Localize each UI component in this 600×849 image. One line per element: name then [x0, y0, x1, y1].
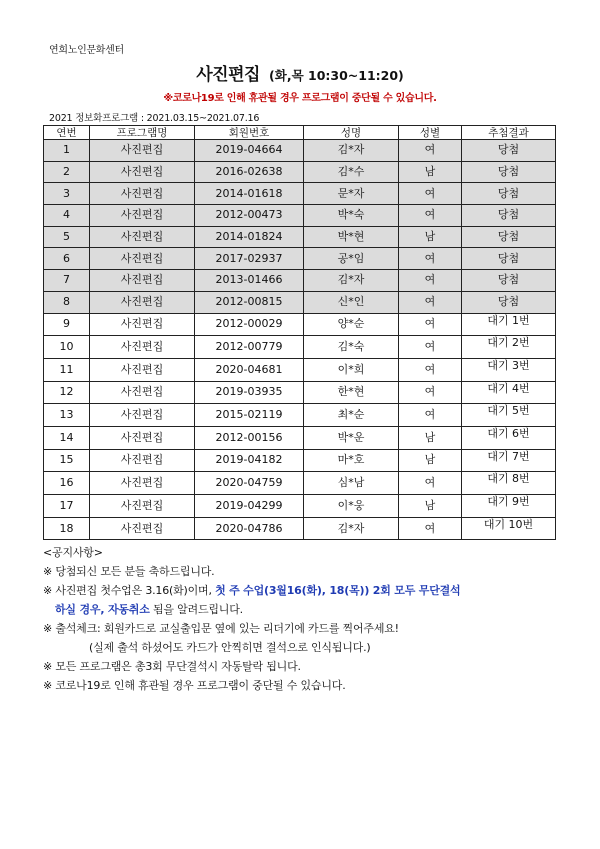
notice-item: ※ 출석체크: 회원카드로 교실출입문 옆에 있는 리더기에 카드를 찍어주세요! [43, 622, 399, 635]
notice-text: ※ 사진편집 첫수업은 3.16(화)이며, [43, 584, 216, 597]
program-name: 사진편집 [90, 472, 195, 495]
row-number: 14 [44, 426, 90, 449]
lottery-result: 당첨 [462, 248, 556, 270]
gender: 여 [399, 205, 462, 227]
notice-heading: <공지사항> [43, 546, 103, 559]
notice-section [43, 543, 563, 695]
lottery-result: 대기 3번 [462, 358, 556, 381]
gender: 여 [399, 270, 462, 292]
notice-text: 됨을 알려드립니다. [149, 603, 243, 616]
member-name: 공*임 [304, 248, 399, 270]
member-id: 2016-02638 [195, 161, 304, 183]
table-row [44, 517, 556, 540]
lottery-result: 대기 1번 [462, 313, 556, 336]
notice-item: ※ 코로나19로 인해 휴관될 경우 프로그램이 중단될 수 있습니다. [43, 679, 346, 692]
table-row [44, 161, 556, 183]
table-header-row [44, 126, 556, 140]
row-number: 10 [44, 336, 90, 359]
notice-highlight: 첫 주 수업(3월16(화), 18(목)) 2회 모두 무단결석 [215, 584, 461, 597]
member-id: 2017-02937 [195, 248, 304, 270]
gender: 여 [399, 183, 462, 205]
row-number: 15 [44, 449, 90, 472]
program-name: 사진편집 [90, 358, 195, 381]
row-number: 12 [44, 381, 90, 404]
member-id: 2019-04299 [195, 495, 304, 518]
member-name: 최*순 [304, 404, 399, 427]
member-id: 2019-04664 [195, 140, 304, 162]
notice-highlight: 하실 경우, 자동취소 [55, 603, 150, 616]
covid-warning: ※코로나19로 인해 휴관될 경우 프로그램이 중단될 수 있습니다. [163, 93, 437, 104]
row-number: 8 [44, 291, 90, 313]
lottery-result: 당첨 [462, 161, 556, 183]
gender: 여 [399, 140, 462, 162]
member-name: 한*현 [304, 381, 399, 404]
column-header: 프로그램명 [90, 126, 195, 140]
program-name: 사진편집 [90, 449, 195, 472]
program-name: 사진편집 [90, 183, 195, 205]
row-number: 9 [44, 313, 90, 336]
page-title [0, 60, 600, 85]
table-row [44, 336, 556, 359]
member-id: 2020-04681 [195, 358, 304, 381]
gender: 여 [399, 248, 462, 270]
notice-item [43, 581, 563, 600]
member-name: 김*자 [304, 140, 399, 162]
program-name: 사진편집 [90, 248, 195, 270]
member-name: 김*자 [304, 270, 399, 292]
program-title: 사진편집 [196, 65, 260, 85]
gender: 여 [399, 358, 462, 381]
member-name: 이*웅 [304, 495, 399, 518]
row-number: 3 [44, 183, 90, 205]
program-period: 2021 정보화프로그램 : 2021.03.15~2021.07.16 [49, 113, 260, 124]
gender: 남 [399, 495, 462, 518]
organization-name: 연희노인문화센터 [49, 45, 124, 56]
lottery-result: 대기 4번 [462, 381, 556, 404]
member-id: 2012-00029 [195, 313, 304, 336]
gender: 여 [399, 336, 462, 359]
program-name: 사진편집 [90, 161, 195, 183]
gender: 남 [399, 226, 462, 248]
member-name: 양*순 [304, 313, 399, 336]
lottery-result: 대기 6번 [462, 426, 556, 449]
member-name: 문*자 [304, 183, 399, 205]
lottery-result: 대기 8번 [462, 472, 556, 495]
row-number: 4 [44, 205, 90, 227]
program-name: 사진편집 [90, 404, 195, 427]
table-row [44, 495, 556, 518]
program-name: 사진편집 [90, 495, 195, 518]
column-header: 성별 [399, 126, 462, 140]
table-row [44, 205, 556, 227]
gender: 여 [399, 313, 462, 336]
member-id: 2014-01824 [195, 226, 304, 248]
program-name: 사진편집 [90, 517, 195, 540]
gender: 여 [399, 291, 462, 313]
table-row [44, 404, 556, 427]
row-number: 6 [44, 248, 90, 270]
program-schedule: (화,목 10:30~11:20) [269, 68, 404, 83]
member-id: 2015-02119 [195, 404, 304, 427]
program-name: 사진편집 [90, 336, 195, 359]
table-row [44, 291, 556, 313]
gender: 여 [399, 517, 462, 540]
lottery-result: 대기 10번 [462, 517, 556, 540]
table-row [44, 248, 556, 270]
member-name: 김*숙 [304, 336, 399, 359]
row-number: 16 [44, 472, 90, 495]
member-name: 박*현 [304, 226, 399, 248]
gender: 남 [399, 426, 462, 449]
member-id: 2020-04759 [195, 472, 304, 495]
table-row [44, 381, 556, 404]
table-row [44, 472, 556, 495]
row-number: 11 [44, 358, 90, 381]
column-header: 성명 [304, 126, 399, 140]
table-row [44, 270, 556, 292]
program-name: 사진편집 [90, 140, 195, 162]
member-name: 이*희 [304, 358, 399, 381]
gender: 남 [399, 161, 462, 183]
lottery-result: 당첨 [462, 291, 556, 313]
column-header: 추첨결과 [462, 126, 556, 140]
lottery-result: 대기 9번 [462, 495, 556, 518]
table-row [44, 183, 556, 205]
lottery-result: 당첨 [462, 270, 556, 292]
notice-item: ※ 모든 프로그램은 총3회 무단결석시 자동탈락 됩니다. [43, 660, 301, 673]
member-id: 2012-00779 [195, 336, 304, 359]
row-number: 17 [44, 495, 90, 518]
row-number: 13 [44, 404, 90, 427]
notice-item-sub: (실제 출석 하셨어도 카드가 안찍히면 결석으로 인식됩니다.) [89, 641, 371, 654]
table-row [44, 449, 556, 472]
program-name: 사진편집 [90, 426, 195, 449]
lottery-result: 당첨 [462, 205, 556, 227]
gender: 여 [399, 381, 462, 404]
lottery-result: 대기 2번 [462, 336, 556, 359]
program-name: 사진편집 [90, 205, 195, 227]
member-name: 박*숙 [304, 205, 399, 227]
table-row [44, 226, 556, 248]
member-id: 2012-00156 [195, 426, 304, 449]
member-id: 2014-01618 [195, 183, 304, 205]
program-name: 사진편집 [90, 313, 195, 336]
gender: 여 [399, 404, 462, 427]
lottery-result: 당첨 [462, 140, 556, 162]
member-name: 김*자 [304, 517, 399, 540]
lottery-result: 당첨 [462, 226, 556, 248]
row-number: 5 [44, 226, 90, 248]
table-body [44, 140, 556, 540]
table-row [44, 358, 556, 381]
member-name: 마*호 [304, 449, 399, 472]
member-id: 2012-00473 [195, 205, 304, 227]
member-id: 2020-04786 [195, 517, 304, 540]
member-id: 2019-04182 [195, 449, 304, 472]
member-id: 2019-03935 [195, 381, 304, 404]
member-id: 2013-01466 [195, 270, 304, 292]
table-row [44, 426, 556, 449]
program-name: 사진편집 [90, 270, 195, 292]
member-name: 김*수 [304, 161, 399, 183]
member-name: 신*인 [304, 291, 399, 313]
program-name: 사진편집 [90, 291, 195, 313]
member-id: 2012-00815 [195, 291, 304, 313]
member-name: 박*운 [304, 426, 399, 449]
notice-item-continued [43, 600, 563, 619]
row-number: 7 [44, 270, 90, 292]
row-number: 18 [44, 517, 90, 540]
table-row [44, 140, 556, 162]
row-number: 1 [44, 140, 90, 162]
notice-item: ※ 당첨되신 모든 분들 축하드립니다. [43, 565, 215, 578]
lottery-result: 대기 5번 [462, 404, 556, 427]
gender: 여 [399, 472, 462, 495]
table-row [44, 313, 556, 336]
lottery-result: 당첨 [462, 183, 556, 205]
row-number: 2 [44, 161, 90, 183]
program-name: 사진편집 [90, 381, 195, 404]
program-name: 사진편집 [90, 226, 195, 248]
member-name: 심*남 [304, 472, 399, 495]
lottery-result: 대기 7번 [462, 449, 556, 472]
column-header: 연번 [44, 126, 90, 140]
gender: 남 [399, 449, 462, 472]
lottery-result-table [43, 125, 556, 540]
column-header: 회원번호 [195, 126, 304, 140]
